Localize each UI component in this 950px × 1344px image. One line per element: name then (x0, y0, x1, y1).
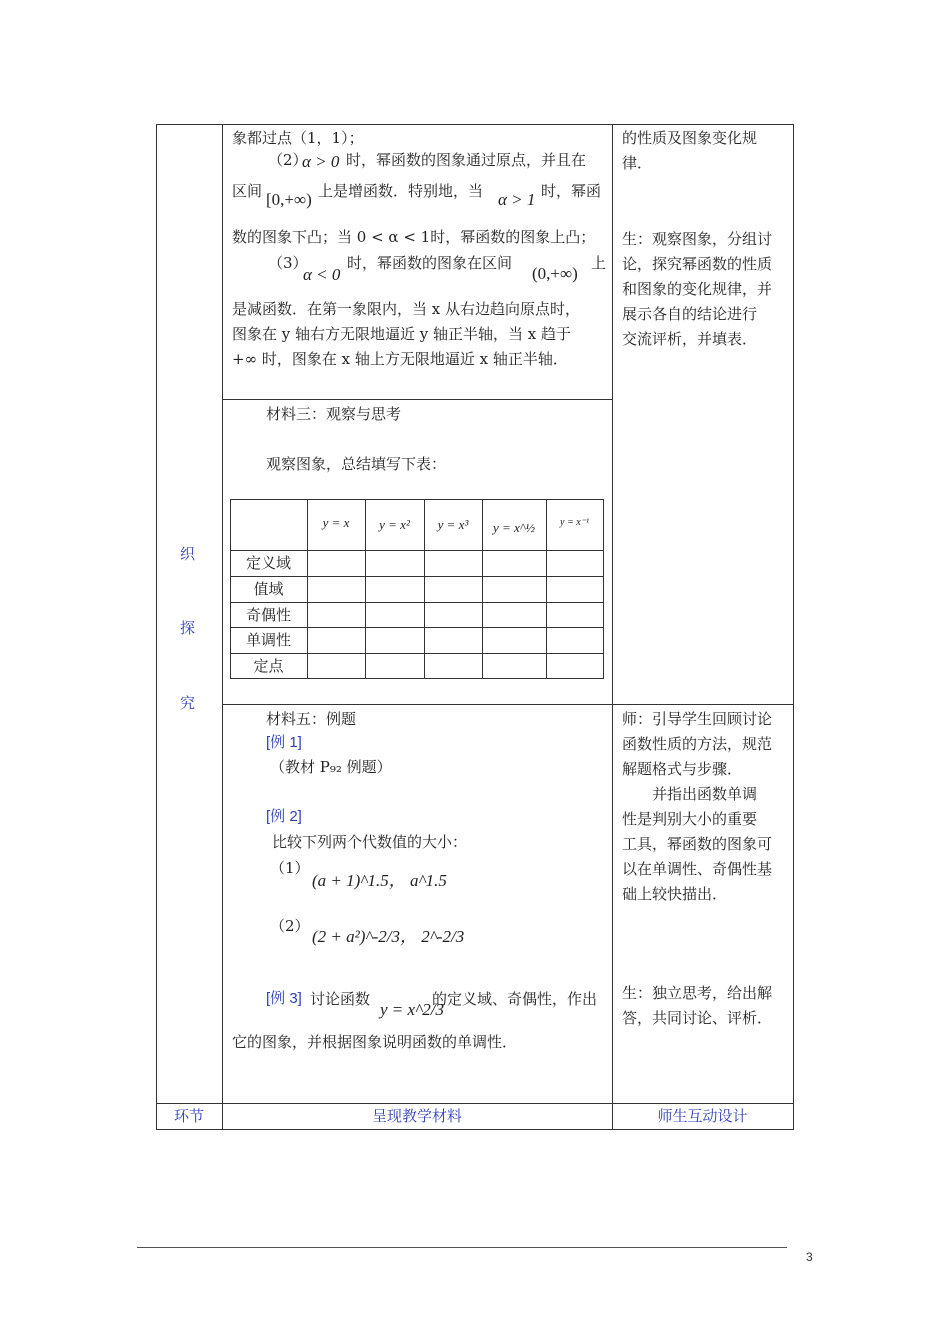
footer-col1: 环节 (173, 1107, 204, 1125)
r3-a-6: 以在单调性、奇偶性基 (622, 860, 773, 878)
section-divider-2 (222, 704, 794, 705)
s1-line3-interval: [0,+∞) (266, 190, 312, 209)
s3-ex2-item1-label: （1） (270, 859, 310, 877)
sidebar-char-2: 探 (180, 619, 196, 637)
inner-table-top (230, 499, 604, 500)
s1-line5-prefix: （3） (268, 254, 308, 272)
inner-table-row-label-3: 奇偶性 (245, 606, 291, 624)
r1-a-0: 的性质及图象变化规 (622, 129, 758, 147)
s1-line5-suffix: 上 (591, 254, 607, 272)
s3-ex2-text: 比较下列两个代数值的大小： (272, 833, 468, 851)
s3-ex2-item1-expr: (a + 1)^1.5， a^1.5 (312, 871, 447, 890)
inner-table-header-2: y = x² (379, 517, 410, 532)
r3-b-1: 答，共同讨论、评析． (622, 1009, 773, 1027)
s3-ex2-item2-label: （2） (270, 917, 310, 935)
r1-b-0: 生：观察图象，分组讨 (622, 230, 773, 248)
r3-a-0: 师：引导学生回顾讨论 (622, 710, 773, 728)
r3-a-4: 性是判别大小的重要 (622, 810, 758, 828)
s1-line1: 象都过点（1，1）； (232, 129, 364, 147)
r1-b-1: 论，探究幂函数的性质 (622, 255, 773, 273)
inner-table-row-label-1: 定义域 (245, 554, 291, 572)
s3-ex3-text-b: 的定义域、奇偶性，作出 (432, 990, 598, 1008)
s3-ex1-text: （教材 P₉₂ 例题） (270, 758, 392, 776)
inner-table-header-5: y = x⁻¹ (560, 517, 589, 528)
s1-line4: 数的图象下凸；当 0 < α < 1时，幂函数的图象上凸； (232, 228, 596, 246)
s1-line2-text: 时，幂函数的图象通过原点，并且在 (346, 151, 587, 169)
sidebar-char-3: 究 (180, 694, 196, 712)
s2-instruction: 观察图象，总结填写下表： (266, 455, 447, 473)
r1-b-4: 交流评析，并填表． (622, 330, 758, 348)
s1-line3-suffix: 时，幂函 (541, 182, 602, 200)
inner-table-header-3: y = x³ (437, 517, 469, 532)
table-left-border (156, 124, 157, 1130)
page-number: 3 (806, 1250, 813, 1264)
r1-b-2: 和图象的变化规律，并 (622, 280, 773, 298)
inner-table-right (603, 499, 604, 679)
s3-ex2-item2-expr: (2 + a²)^-2/3， 2^-2/3 (312, 927, 465, 946)
inner-table-header-4: y = x^½ (492, 520, 536, 535)
table-top-border (156, 124, 794, 125)
s1-line3-cond: α > 1 (498, 190, 536, 209)
r3-b-0: 生：独立思考，给出解 (622, 984, 773, 1002)
s3-ex1-label: [例 1] (266, 734, 302, 751)
page-footer-rule (137, 1247, 787, 1248)
table-col-divider-2 (612, 124, 613, 1130)
s3-ex2-label: [例 2] (266, 808, 302, 825)
s1-line2-prefix: （2） (268, 151, 308, 169)
s1-line5-interval: (0,+∞) (532, 264, 578, 283)
table-col-divider-1 (222, 124, 223, 1130)
r3-a-2: 解题格式与步骤． (622, 760, 743, 778)
r3-a-5: 工具，幂函数的图象可 (622, 835, 773, 853)
table-bottom-border (156, 1129, 794, 1130)
footer-col2: 呈现教学材料 (371, 1107, 462, 1125)
s3-ex3-text-c: 它的图象，并根据图象说明函数的单调性． (232, 1033, 518, 1051)
inner-table-row-label-2: 值域 (253, 580, 284, 598)
s1-line3-prefix: 区间 (232, 182, 263, 200)
s1-line9: +∞ 时，图象在 x 轴上方无限地逼近 x 轴正半轴． (232, 350, 568, 368)
s1-line3-mid: 上是增函数．特别地，当 (318, 182, 484, 200)
inner-table-header-1: y = x (322, 515, 350, 530)
sidebar-char-1: 织 (180, 545, 196, 563)
s1-line6-cond: α < 0 (303, 265, 341, 284)
s1-line2-cond: α > 0 (302, 152, 340, 171)
s2-title: 材料三：观察与思考 (266, 405, 402, 423)
r1-b-3: 展示各自的结论进行 (622, 305, 758, 323)
s3-ex3-text-a: 讨论函数 (310, 990, 371, 1008)
r3-a-1: 函数性质的方法，规范 (622, 735, 773, 753)
r3-a-3: 并指出函数单调 (622, 785, 758, 803)
s1-line8: 图象在 y 轴右方无限地逼近 y 轴正半轴，当 x 趋于 (232, 325, 572, 343)
s1-line7: 是减函数．在第一象限内，当 x 从右边趋向原点时， (232, 300, 580, 318)
inner-table-row-label-5: 定点 (253, 657, 284, 675)
table-right-border (793, 124, 794, 1130)
s3-ex3-func: y = x^2/3 (380, 1000, 444, 1019)
footer-row-top-border (156, 1103, 794, 1104)
section-divider-1 (222, 399, 613, 400)
r3-a-7: 础上较快描出． (622, 885, 728, 903)
s3-title: 材料五：例题 (266, 710, 357, 728)
r1-a-1: 律． (622, 154, 653, 172)
footer-col3: 师生互动设计 (657, 1107, 748, 1125)
s3-ex3-label: [例 3] (266, 990, 302, 1007)
inner-table-row-label-4: 单调性 (245, 631, 291, 649)
s1-line6-text: 时，幂函数的图象在区间 (347, 254, 513, 272)
